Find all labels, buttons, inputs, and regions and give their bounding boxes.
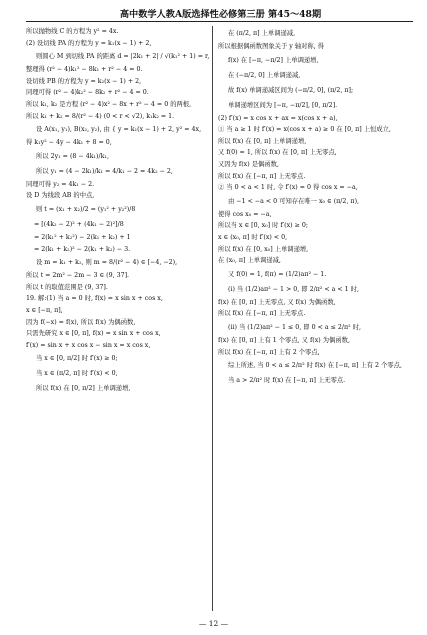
text-line: 设 D 为线段 AB 的中点,	[26, 192, 95, 200]
text-line: 由 −1 < −a < 0 可知存在唯一 x₀ ∈ (π/2, π),	[228, 197, 360, 205]
text-line: 只需先研究 x ∈ [0, π], f(x) = x sin x + cos x,	[26, 330, 161, 338]
text-line: = 2(k₁ + k₂)² − 2(k₁ + k₂) − 3.	[34, 245, 131, 253]
text-line: 设 m = k₁ + k₂, 则 m = 8/(r² − 4) ∈ [−4, −2),	[36, 259, 178, 267]
text-line: (2) f′(x) = x cos x + ax = x(cos x + a),	[218, 114, 338, 122]
text-line: 所以 f(x) 在 [−π, π] 上有 2 个零点,	[218, 348, 320, 356]
text-line: 则圆心 M 到切线 PA 的距离 d = |2k₁ + 2| / √(k₁² + 1) = r,	[36, 53, 210, 61]
text-line: 所以 y₁ = (4 − 2k₁)/k₁ = 4/k₁ − 2 = 4k₂ − 2,	[36, 167, 173, 175]
text-line: (ⅱ) 当 (1/2)aπ² − 1 ≤ 0, 即 0 < a ≤ 2/π² 时,	[228, 323, 361, 331]
text-line: f(x) 在 [0, π] 上有 1 个零点, 又 f(x) 为偶函数,	[218, 336, 350, 344]
text-line: 所以 f(x) 在 [0, x₀] 上单调递增,	[218, 245, 309, 253]
header-rule	[26, 21, 413, 22]
text-line: (2) 设切线 PA 的方程为 y = k₁(x − 1) + 2,	[26, 39, 152, 47]
text-line: f(x) 在 [−π, −π/2] 上单调递增,	[228, 56, 319, 64]
text-line: = 2(k₁² + k₂²) − 2(k₁ + k₂) + 1	[34, 233, 131, 241]
column-divider	[212, 26, 213, 611]
page-number: — 12 —	[198, 619, 229, 628]
text-line: 设 A(x₁, y₁), B(x₂, y₂), 由 { y = k₁(x − 1) + 2, y² = 4x,	[36, 126, 202, 134]
text-line: f′(x) = sin x + x cos x − sin x = x cos x,	[26, 341, 151, 349]
page-header: 高中数学人教A版选择性必修第三册 第45～48期	[119, 9, 322, 20]
text-line: 同理可得 (r² − 4)k₂² − 8k₂ + r² − 4 = 0.	[26, 89, 149, 97]
left-column	[26, 26, 222, 396]
text-line: 单调递增区间为 [−π, −π/2], [0, π/2].	[228, 101, 338, 109]
text-line: 所以当 x ∈ [0, x₀] 时 f′(x) ≥ 0;	[218, 222, 309, 230]
text-line: 使得 cos x₀ = −a,	[218, 210, 272, 218]
text-line: 所以 k₁ + k₂ = 8/(r² − 4) (0 < r < √2), k₁k₂ = 1.	[26, 112, 175, 120]
text-line: 又 f(0) = 1, 所以 f(x) 在 [0, π] 上无零点,	[218, 149, 337, 157]
text-line: 因为 f(−x) = f(x), 所以 f(x) 为偶函数,	[26, 318, 136, 326]
text-line: 所以 f(x) 在 [−π, π] 上无零点.	[218, 172, 306, 180]
text-line: 设切线 PB 的方程为 y = k₂(x − 1) + 2,	[26, 77, 142, 85]
text-line: 综上所述, 当 0 < a ≤ 2/π² 时 f(x) 在 [−π, π] 上有 2 个零点,	[228, 362, 402, 370]
text-line: 当 a > 2/π² 时 f(x) 在 [−π, π] 上无零点.	[228, 377, 346, 385]
text-line: x ∈ [−π, π],	[26, 306, 63, 314]
text-line: 所以 k₁, k₂ 是方程 (r² − 4)x² − 8x + r² − 4 = 0 的两根,	[26, 100, 192, 108]
text-line: x ∈ (x₀, π] 时 f′(x) < 0,	[218, 233, 288, 241]
text-line: 同理可得 y₂ = 4k₁ − 2.	[26, 180, 95, 188]
text-line: 所以抛物线 C 的方程为 y² = 4x.	[26, 28, 119, 35]
text-line: 又因为 f(x) 是偶函数,	[218, 160, 279, 168]
text-line: 所以 t 的取值范围是 (9, 37].	[26, 283, 108, 291]
text-line: 得 k₁y² − 4y − 4k₁ + 8 = 0,	[26, 139, 112, 147]
text-line: 当 x ∈ [0, π/2] 时 f′(x) ≥ 0;	[36, 355, 118, 363]
text-line: 整理得 (r² − 4)k₁² − 8k₁ + r² − 4 = 0.	[26, 66, 143, 74]
text-line: 在 (−π/2, 0] 上单调递减,	[228, 71, 301, 79]
text-line: 所以 f(x) 在 [−π, π] 上无零点.	[218, 310, 306, 318]
text-line: 在 (x₀, π] 上单调递减,	[218, 257, 281, 265]
text-line: 所以 f(x) 在 [0, π/2] 上单调递增,	[36, 385, 131, 393]
text-line: ② 当 0 < a < 1 时, 令 f′(x) = 0 得 cos x = −a,	[218, 184, 358, 192]
text-line: 当 x ∈ (π/2, π] 时 f′(x) < 0,	[36, 370, 118, 378]
text-line: 又 f(0) = 1, f(π) = (1/2)aπ² − 1.	[228, 270, 327, 278]
text-line: 所以 2y₁ = (8 − 4k₁)/k₁,	[36, 152, 109, 160]
text-line: 故 f(x) 单调递减区间为 (−π/2, 0], (π/2, π];	[228, 86, 354, 94]
text-line: = [(4k₂ − 2)² + (4k₁ − 2)²]/8	[34, 220, 124, 228]
right-column	[218, 26, 414, 388]
text-line: f(x) 在 [0, π] 上无零点, 又 f(x) 为偶函数,	[218, 298, 336, 306]
text-line: 19. 解:(1) 当 a = 0 时, f(x) = x sin x + cos x,	[26, 295, 163, 303]
text-line: (ⅰ) 当 (1/2)aπ² − 1 > 0, 即 2/π² < a < 1 时,	[228, 285, 359, 293]
text-line: 所以根据偶函数图象关于 y 轴对称, 得	[218, 43, 325, 50]
text-line: 所以 t = 2m² − 2m − 3 ∈ (9, 37].	[26, 272, 130, 280]
text-line: 在 (π/2, π] 上单调递减,	[228, 30, 296, 37]
text-line: ① 当 a ≥ 1 时 f′(x) = x(cos x + a) ≥ 0 在 [0, π] 上恒成立,	[218, 126, 391, 134]
text-line: 所以 f(x) 在 [0, π] 上单调递增,	[218, 137, 307, 145]
text-line: 则 t = (x₁ + x₂)/2 = (y₁² + y₂²)/8	[36, 205, 136, 213]
